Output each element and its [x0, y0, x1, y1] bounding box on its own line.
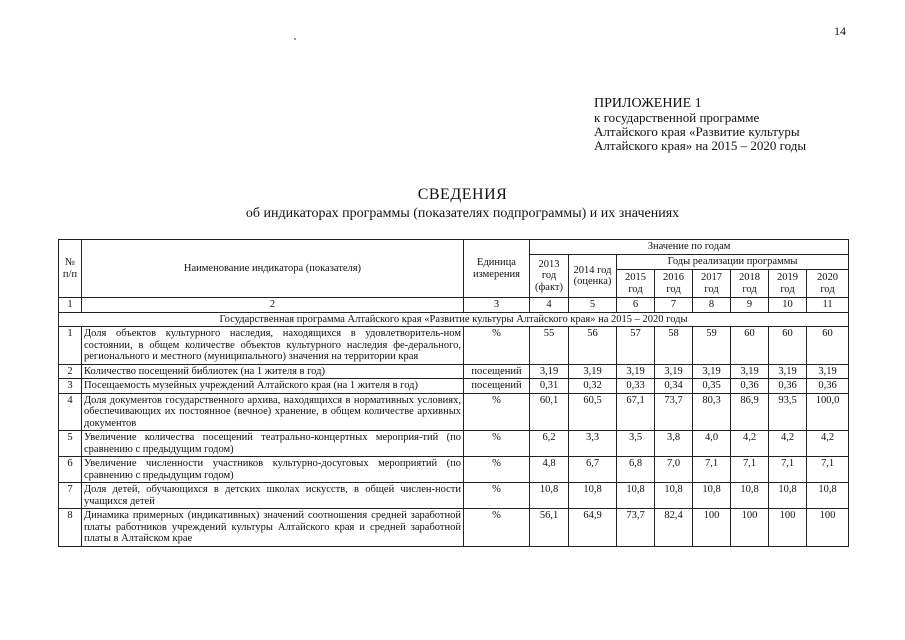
value-cell: 3,19: [530, 364, 569, 379]
value-cell: 10,8: [569, 483, 617, 509]
value-cell: 4,2: [731, 431, 769, 457]
value-cell: 73,7: [617, 509, 655, 547]
column-number: 8: [693, 298, 731, 313]
indicator-name: Динамика примерных (индикативных) значений соотношения средней заработной платы работников учреждений культуры Алтайского края и средней заработной платы в Алтайском крае: [82, 509, 464, 547]
header-year: 2018 год: [731, 270, 769, 298]
header-year: 2019 год: [769, 270, 807, 298]
page-number: 14: [834, 24, 846, 38]
indicators-table: [58, 239, 849, 547]
value-cell: 58: [655, 327, 693, 365]
table-header: [59, 240, 849, 327]
table-row: [59, 364, 849, 379]
value-cell: 80,3: [693, 393, 731, 431]
value-cell: 4,2: [769, 431, 807, 457]
value-cell: 0,36: [807, 379, 849, 394]
value-cell: 3,19: [693, 364, 731, 379]
header-values-by-year: Значение по годам: [530, 240, 849, 255]
appendix-line: Алтайского края» на 2015 – 2020 годы: [594, 138, 807, 153]
column-number: 7: [655, 298, 693, 313]
indicator-name: Количество посещений библиотек (на 1 жителя в год): [82, 364, 464, 379]
indicator-name: Доля документов государственного архива, находящихся в нормативных условиях, обеспечивающих их постоянное (вечное) хранение, в общем количестве архивных документов: [82, 393, 464, 431]
column-number: 5: [569, 298, 617, 313]
value-cell: 10,8: [655, 483, 693, 509]
document-heading: [0, 186, 905, 222]
header-year: 2015 год: [617, 270, 655, 298]
column-number: 4: [530, 298, 569, 313]
unit-cell: %: [464, 509, 530, 547]
row-number: 2: [59, 364, 82, 379]
value-cell: 0,36: [731, 379, 769, 394]
header-year: 2016 год: [655, 270, 693, 298]
header-year: 2017 год: [693, 270, 731, 298]
value-cell: 7,1: [769, 457, 807, 483]
value-cell: 100: [807, 509, 849, 547]
appendix-line: Алтайского края «Развитие культуры: [594, 124, 800, 139]
row-number: 3: [59, 379, 82, 394]
value-cell: 10,8: [617, 483, 655, 509]
table-row: [59, 327, 849, 365]
row-number: 1: [59, 327, 82, 365]
value-cell: 82,4: [655, 509, 693, 547]
table-row: [59, 379, 849, 394]
header-indicator-name: Наименование индикатора (показателя): [82, 240, 464, 298]
unit-cell: посещений: [464, 379, 530, 394]
document-title: СВЕДЕНИЯ: [417, 186, 508, 203]
value-cell: 3,19: [617, 364, 655, 379]
column-number: 6: [617, 298, 655, 313]
row-number: 8: [59, 509, 82, 547]
value-cell: 56: [569, 327, 617, 365]
value-cell: 4,2: [807, 431, 849, 457]
scan-speck: [294, 38, 296, 40]
value-cell: 60,1: [530, 393, 569, 431]
value-cell: 4,0: [693, 431, 731, 457]
value-cell: 3,19: [807, 364, 849, 379]
value-cell: 67,1: [617, 393, 655, 431]
document-subtitle: об индикаторах программы (показателях подпрограммы) и их значениях: [245, 206, 680, 221]
value-cell: 10,8: [807, 483, 849, 509]
value-cell: 3,3: [569, 431, 617, 457]
value-cell: 56,1: [530, 509, 569, 547]
value-cell: 3,8: [655, 431, 693, 457]
column-number: 11: [807, 298, 849, 313]
column-number: 3: [464, 298, 530, 313]
appendix-block: [594, 97, 806, 153]
value-cell: 3,19: [655, 364, 693, 379]
value-cell: 3,19: [769, 364, 807, 379]
value-cell: 0,32: [569, 379, 617, 394]
indicator-name: Увеличение количества посещений театрально-концертных мероприя-тий (по сравнению с предыдущим годом): [82, 431, 464, 457]
value-cell: 7,0: [655, 457, 693, 483]
column-number: 10: [769, 298, 807, 313]
table-row: [59, 431, 849, 457]
row-number: 4: [59, 393, 82, 431]
program-title-row: Государственная программа Алтайского края «Развитие культуры Алтайского края» на 2015 – 2020 годы: [59, 312, 849, 327]
table-body: [59, 327, 849, 547]
value-cell: 10,8: [530, 483, 569, 509]
value-cell: 4,8: [530, 457, 569, 483]
indicator-name: Доля детей, обучающихся в детских школах искусств, в общей числен-ности учащихся детей: [82, 483, 464, 509]
value-cell: 0,34: [655, 379, 693, 394]
table-row: [59, 457, 849, 483]
indicator-name: Посещаемость музейных учреждений Алтайского края (на 1 жителя в год): [82, 379, 464, 394]
value-cell: 64,9: [569, 509, 617, 547]
indicator-name: Увеличение численности участников культурно-досуговых мероприятий (по сравнению с предыдущим годом): [82, 457, 464, 483]
column-number: 1: [59, 298, 82, 313]
row-number: 5: [59, 431, 82, 457]
unit-cell: %: [464, 327, 530, 365]
value-cell: 10,8: [731, 483, 769, 509]
value-cell: 60: [731, 327, 769, 365]
header-realization-years: Годы реализации программы: [617, 255, 849, 270]
value-cell: 3,5: [617, 431, 655, 457]
unit-cell: посещений: [464, 364, 530, 379]
row-number: 7: [59, 483, 82, 509]
value-cell: 7,1: [693, 457, 731, 483]
value-cell: 0,33: [617, 379, 655, 394]
value-cell: 60: [769, 327, 807, 365]
value-cell: 6,2: [530, 431, 569, 457]
header-year: 2020 год: [807, 270, 849, 298]
column-number: 2: [82, 298, 464, 313]
value-cell: 7,1: [807, 457, 849, 483]
value-cell: 93,5: [769, 393, 807, 431]
value-cell: 60: [807, 327, 849, 365]
row-number: 6: [59, 457, 82, 483]
unit-cell: %: [464, 431, 530, 457]
appendix-title: ПРИЛОЖЕНИЕ 1: [594, 96, 702, 111]
column-number: 9: [731, 298, 769, 313]
unit-cell: %: [464, 457, 530, 483]
header-year-2013: 2013 год (факт): [530, 255, 569, 298]
unit-cell: %: [464, 393, 530, 431]
table-row: [59, 393, 849, 431]
table-row: [59, 483, 849, 509]
value-cell: 86,9: [731, 393, 769, 431]
value-cell: 6,8: [617, 457, 655, 483]
appendix-line: к государственной программе: [594, 110, 760, 125]
indicator-name: Доля объектов культурного наследия, находящихся в удовлетворитель-ном состоянии, в общем количестве объектов культурного наследия фе-дерального, регионального и местного (муниципального) значения на территории края: [82, 327, 464, 365]
value-cell: 100,0: [807, 393, 849, 431]
value-cell: 0,36: [769, 379, 807, 394]
value-cell: 100: [731, 509, 769, 547]
value-cell: 57: [617, 327, 655, 365]
header-unit: Единица измерения: [464, 240, 530, 298]
value-cell: 3,19: [569, 364, 617, 379]
table-row: [59, 509, 849, 547]
value-cell: 100: [693, 509, 731, 547]
unit-cell: %: [464, 483, 530, 509]
value-cell: 7,1: [731, 457, 769, 483]
value-cell: 0,31: [530, 379, 569, 394]
value-cell: 10,8: [769, 483, 807, 509]
value-cell: 59: [693, 327, 731, 365]
header-number: № п/п: [59, 240, 82, 298]
header-year-2014: 2014 год (оценка): [569, 255, 617, 298]
value-cell: 0,35: [693, 379, 731, 394]
value-cell: 6,7: [569, 457, 617, 483]
value-cell: 10,8: [693, 483, 731, 509]
value-cell: 73,7: [655, 393, 693, 431]
value-cell: 55: [530, 327, 569, 365]
value-cell: 3,19: [731, 364, 769, 379]
value-cell: 60,5: [569, 393, 617, 431]
value-cell: 100: [769, 509, 807, 547]
